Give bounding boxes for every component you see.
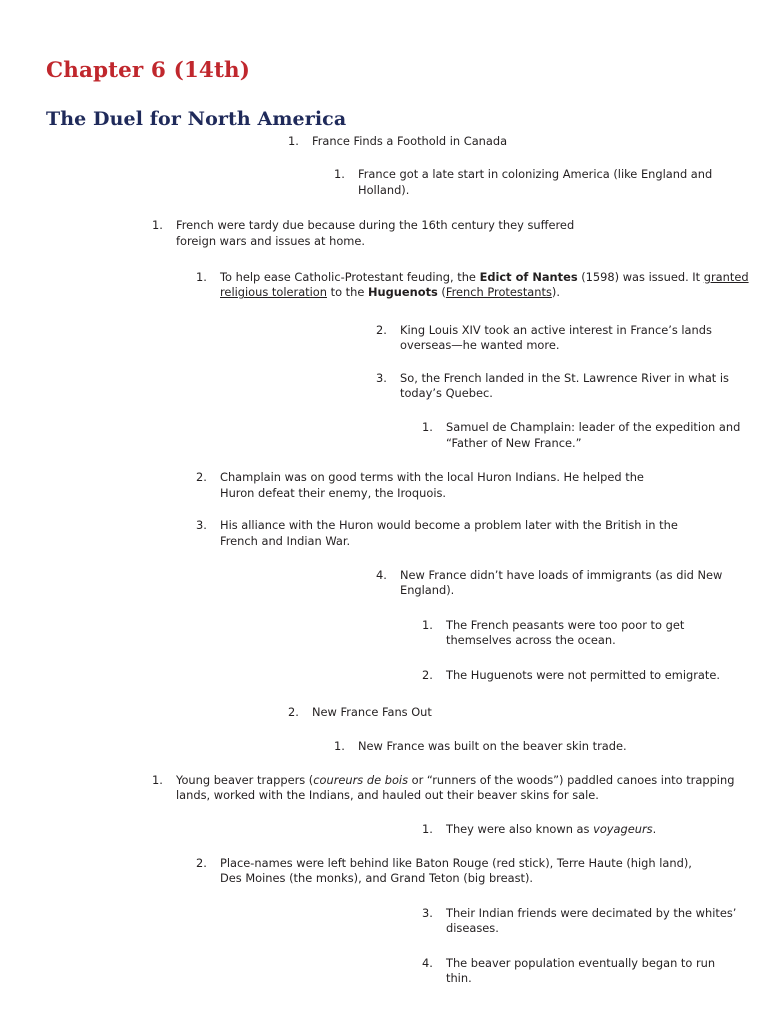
- outline-item-text: France got a late start in colonizing America (like England and Holland).: [358, 167, 713, 197]
- outline-item-text: The beaver population eventually began to run thin.: [446, 955, 716, 985]
- outline-item-text: His alliance with the Huron would become a problem later with the British in the French and Indian War.: [220, 518, 678, 548]
- outline-item: [0, 705, 768, 720]
- list-marker: 3.: [422, 905, 433, 920]
- outline-item: [0, 167, 768, 198]
- outline-item-text: Samuel de Champlain: leader of the expedition and “Father of New France.”: [446, 420, 741, 450]
- outline-item-text: Place-names were left behind like Baton Rouge (red stick), Terre Haute (high land), Des Moines (the monks), and Grand Teton (big breast).: [220, 855, 692, 886]
- list-marker: 1.: [422, 420, 433, 435]
- outline-item: [0, 906, 768, 937]
- page-title: The Duel for North America: [46, 107, 347, 130]
- list-marker: 2.: [196, 855, 207, 870]
- outline-item: [0, 822, 768, 837]
- outline-item: [0, 371, 768, 402]
- text-run-italic: voyageurs: [593, 821, 653, 836]
- outline-item: [0, 270, 768, 301]
- text-run-italic: coureurs de bois: [313, 772, 409, 787]
- outline-item: [0, 856, 768, 887]
- list-marker: 4.: [422, 955, 433, 970]
- list-marker: 4.: [376, 567, 387, 582]
- outline-item-text: So, the French landed in the St. Lawrence River in what is today’s Quebec.: [400, 370, 729, 401]
- list-marker: 1.: [334, 167, 345, 182]
- chapter-heading: Chapter 6 (14th): [46, 58, 251, 84]
- outline-item: [0, 323, 768, 354]
- outline-item-text: The Huguenots were not permitted to emigrate.: [446, 667, 721, 682]
- outline-item-text: To help ease Catholic-Protestant feuding, the Edict of Nantes (1598) was issued. It granted religious toleration to the Huguenots (French Protestants).: [220, 270, 749, 300]
- list-marker: 3.: [196, 518, 207, 533]
- outline-item: [0, 420, 768, 451]
- outline-item-text: New France was built on the beaver skin trade.: [358, 739, 627, 754]
- outline-item: [0, 773, 768, 804]
- outline-item: [0, 518, 768, 549]
- list-marker: 1.: [334, 739, 345, 754]
- outline-item: [0, 618, 768, 649]
- list-marker: 3.: [376, 370, 387, 385]
- list-marker: 2.: [376, 322, 387, 337]
- outline-item-text: Young beaver trappers (coureurs de bois or “runners of the woods”) paddled canoes into trapping lands, worked with the Indians, and hauled out their beaver skins for sale.: [176, 772, 735, 803]
- text-run-underline: granted religious toleration: [220, 270, 749, 300]
- list-marker: 2.: [288, 704, 299, 719]
- outline-item: [0, 668, 768, 683]
- outline-item: [0, 470, 768, 501]
- list-marker: 1.: [422, 617, 433, 632]
- list-marker: 2.: [196, 470, 207, 485]
- outline-item: [0, 134, 768, 149]
- outline-item-text: King Louis XIV took an active interest in France’s lands overseas—he wanted more.: [400, 322, 712, 353]
- outline-item-text: They were also known as voyageurs.: [446, 821, 657, 836]
- list-marker: 2.: [422, 667, 433, 682]
- outline-item: [0, 568, 768, 599]
- text-run-bold: Huguenots: [368, 285, 438, 300]
- outline-item: [0, 739, 768, 754]
- list-marker: 1.: [152, 772, 163, 787]
- outline-item-text: New France Fans Out: [312, 704, 432, 719]
- outline-item: [0, 956, 768, 987]
- list-marker: 1.: [288, 134, 299, 148]
- outline-item: [0, 218, 768, 249]
- outline-item-text: French were tardy due because during the 16th century they suffered foreign wars and issues at home.: [176, 218, 575, 248]
- outline-item-text: New France didn’t have loads of immigrants (as did New England).: [400, 567, 723, 598]
- outline-item-text: France Finds a Foothold in Canada: [312, 134, 508, 148]
- list-marker: 1.: [196, 270, 207, 285]
- outline-item-text: Champlain was on good terms with the local Huron Indians. He helped the Huron defeat their enemy, the Iroquois.: [220, 470, 644, 500]
- text-run-underline: French Protestants: [445, 285, 552, 300]
- outline-item-text: Their Indian friends were decimated by the whites’ diseases.: [446, 905, 737, 936]
- outline-list: [0, 134, 768, 986]
- text-run-bold: Edict of Nantes: [479, 270, 578, 285]
- list-marker: 1.: [422, 821, 433, 836]
- outline-item-text: The French peasants were too poor to get themselves across the ocean.: [446, 617, 685, 648]
- list-marker: 1.: [152, 218, 163, 233]
